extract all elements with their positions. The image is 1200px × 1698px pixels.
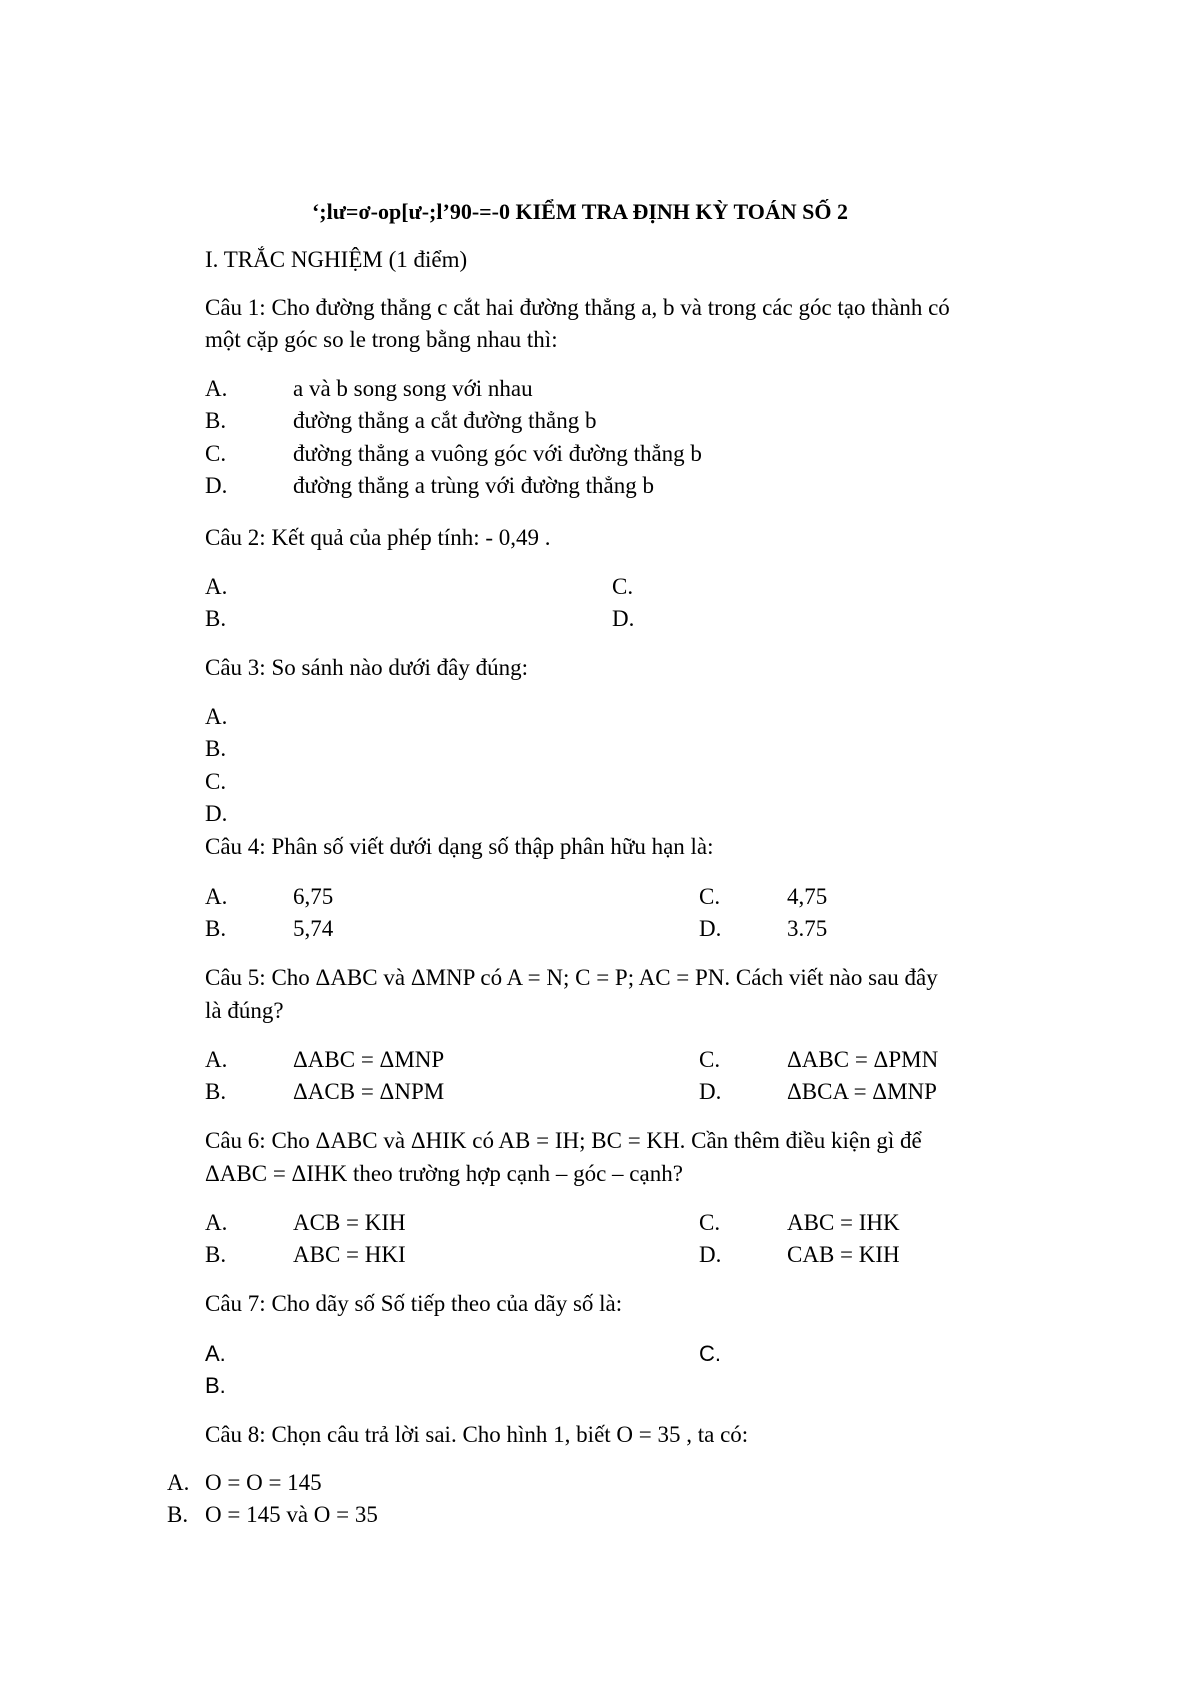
q3-option-b: B.	[205, 736, 227, 761]
q4-option-a-text: 6,75	[293, 884, 334, 909]
q8-option-b-letter: B.	[167, 1502, 189, 1527]
question-2: Câu 2: Kết quả của phép tính: - 0,49 .	[205, 525, 551, 550]
q8-option-a-text: O = O = 145	[205, 1470, 322, 1495]
q6-option-d-letter: D.	[699, 1242, 722, 1267]
q1-option-b-text: đường thẳng a cắt đường thẳng b	[293, 408, 597, 433]
q3-option-a: A.	[205, 704, 228, 729]
q4-option-d-letter: D.	[699, 916, 722, 941]
q8-option-b-text: O = 145 và O = 35	[205, 1502, 378, 1527]
q7-option-a: A.	[205, 1341, 226, 1366]
question-1-line-1: Câu 1: Cho đường thẳng c cắt hai đường thẳng a, b và trong các góc tạo thành có	[205, 295, 950, 320]
q6-option-b-letter: B.	[205, 1242, 227, 1267]
q7-option-b: B.	[205, 1373, 226, 1398]
question-6-line-1: Câu 6: Cho ΔABC và ΔHIK có AB = IH; BC = KH. Cần thêm điều kiện gì để	[205, 1128, 922, 1153]
q7-option-c: C.	[699, 1341, 721, 1366]
q4-option-c-letter: C.	[699, 884, 721, 909]
q5-option-c-letter: C.	[699, 1047, 721, 1072]
q2-option-b: B.	[205, 606, 227, 631]
q1-option-d-text: đường thẳng a trùng với đường thẳng b	[293, 473, 655, 498]
question-1-line-2: một cặp góc so le trong bằng nhau thì:	[205, 327, 558, 352]
q1-option-a-text: a và b song song với nhau	[293, 376, 533, 401]
q8-option-a-letter: A.	[167, 1470, 190, 1495]
q5-option-c-text: ΔABC = ΔPMN	[787, 1047, 939, 1072]
q6-option-a-letter: A.	[205, 1210, 228, 1235]
q6-option-a-text: ACB = KIH	[293, 1210, 406, 1235]
q4-option-d-text: 3.75	[787, 916, 828, 941]
section-heading: I. TRẮC NGHIỆM (1 điểm)	[205, 247, 468, 272]
q1-option-c-text: đường thẳng a vuông góc với đường thẳng b	[293, 441, 702, 466]
question-8: Câu 8: Chọn câu trả lời sai. Cho hình 1, biết O = 35 , ta có:	[205, 1422, 749, 1447]
q6-option-b-text: ABC = HKI	[293, 1242, 406, 1267]
q6-option-c-text: ABC = IHK	[787, 1210, 900, 1235]
question-5-line-2: là đúng?	[205, 998, 284, 1023]
q5-option-a-text: ΔABC = ΔMNP	[293, 1047, 445, 1072]
q3-option-d: D.	[205, 801, 228, 826]
q5-option-b-text: ΔACB = ΔNPM	[293, 1079, 445, 1104]
q2-option-d: D.	[612, 606, 635, 631]
q5-option-b-letter: B.	[205, 1079, 227, 1104]
q4-option-c-text: 4,75	[787, 884, 828, 909]
q4-option-b-text: 5,74	[293, 916, 334, 941]
question-4: Câu 4: Phân số viết dưới dạng số thập phân hữu hạn là:	[205, 834, 714, 859]
q1-option-d-letter: D.	[205, 473, 228, 498]
question-3: Câu 3: So sánh nào dưới đây đúng:	[205, 655, 528, 680]
question-6-line-2: ΔABC = ΔIHK theo trường hợp cạnh – góc – cạnh?	[205, 1161, 683, 1186]
q4-option-b-letter: B.	[205, 916, 227, 941]
q5-option-d-text: ΔBCA = ΔMNP	[787, 1079, 937, 1104]
page-title: ‘;lư=ơ-op[ư-;l’90-=-0 KIỂM TRA ĐỊNH KỲ TOÁN SỐ 2	[311, 199, 849, 224]
question-5-line-1: Câu 5: Cho ΔABC và ΔMNP có A = N; C = P; AC = PN. Cách viết nào sau đây	[205, 965, 938, 990]
q1-option-c-letter: C.	[205, 441, 227, 466]
q2-option-c: C.	[612, 574, 634, 599]
q6-option-d-text: CAB = KIH	[787, 1242, 900, 1267]
q3-option-c: C.	[205, 769, 227, 794]
q5-option-d-letter: D.	[699, 1079, 722, 1104]
q1-option-b-letter: B.	[205, 408, 227, 433]
q2-option-a: A.	[205, 574, 228, 599]
q5-option-a-letter: A.	[205, 1047, 228, 1072]
q6-option-c-letter: C.	[699, 1210, 721, 1235]
q4-option-a-letter: A.	[205, 884, 228, 909]
q1-option-a-letter: A.	[205, 376, 228, 401]
question-7: Câu 7: Cho dãy số Số tiếp theo của dãy số là:	[205, 1291, 623, 1316]
